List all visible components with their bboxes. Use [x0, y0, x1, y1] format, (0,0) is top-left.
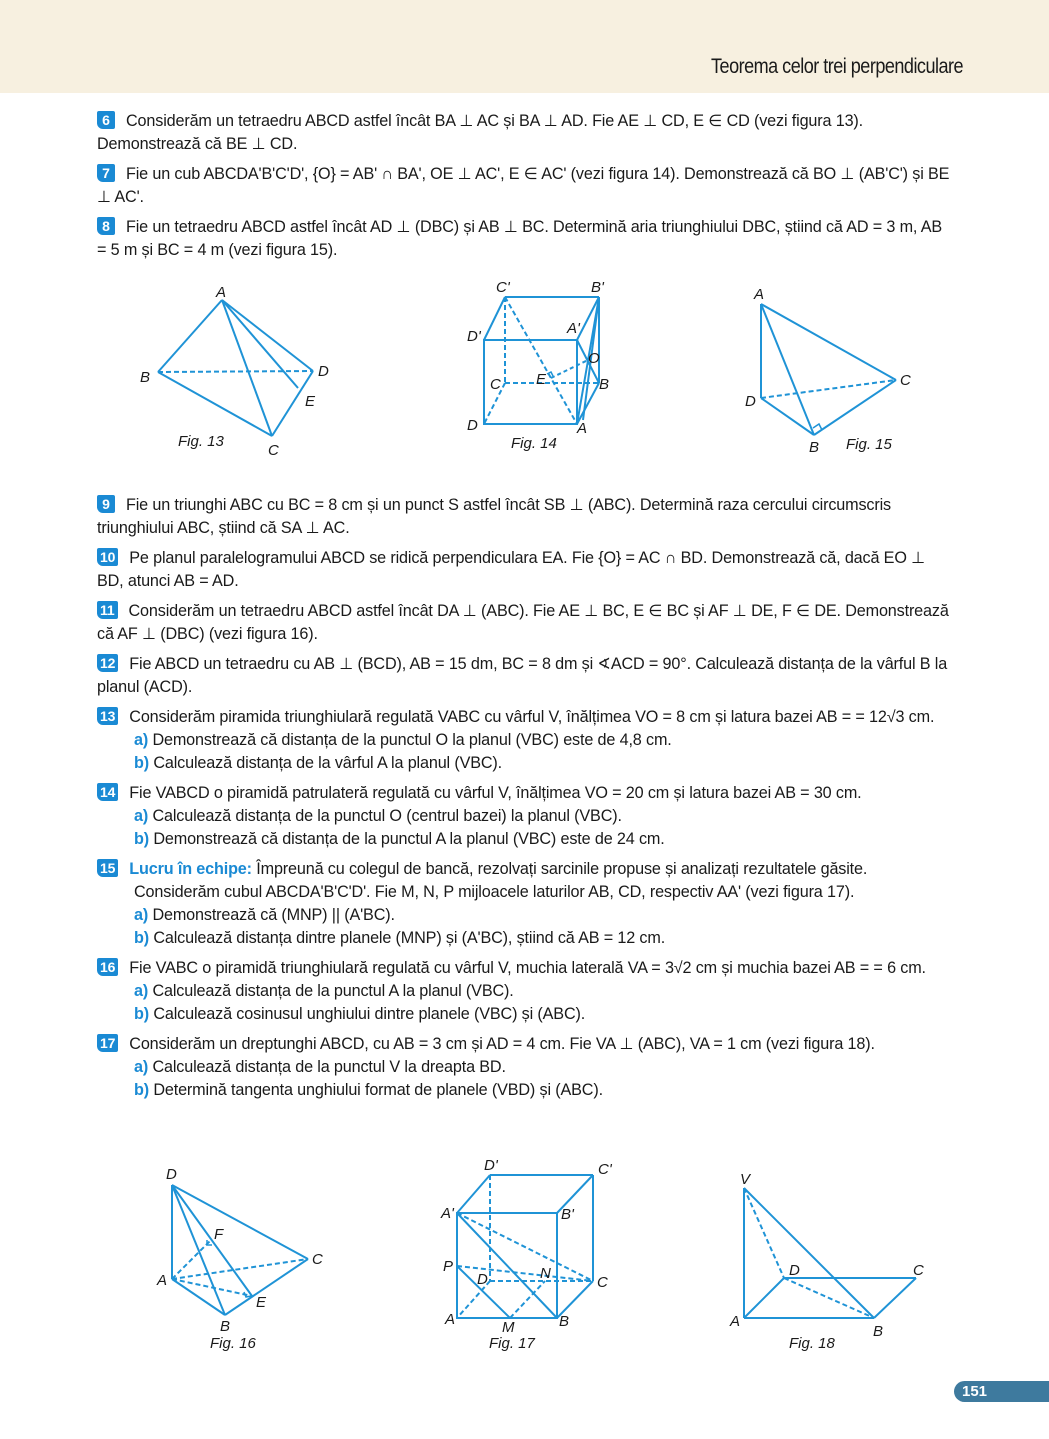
fig14-label-o: O [588, 350, 600, 367]
fig17-label-c: C [597, 1274, 608, 1291]
fig17-caption: Fig. 17 [489, 1335, 535, 1352]
part-text: Calculează distanța de la punctul O (centrul bazei) la planul (VBC). [152, 807, 622, 825]
part-label: a) [134, 1058, 149, 1076]
fig17-label-b1: B' [561, 1206, 574, 1223]
exercise-number: 10 [97, 548, 118, 566]
part-text: Calculează cosinusul unghiului dintre planele (VBC) și (ABC). [153, 1005, 586, 1023]
fig16-label-d: D [166, 1166, 177, 1183]
exercise-6 [97, 110, 955, 156]
fig17-label-a: A [445, 1311, 456, 1328]
exercise-13-part-b [97, 752, 955, 775]
fig17-label-c1: C' [598, 1161, 612, 1178]
exercise-15 [97, 858, 955, 950]
fig14-label-d1: D' [467, 328, 481, 345]
exercise-text: Considerăm piramida triunghiulară regulată VABC cu vârful V, înălțimea VO = 8 cm și latura bazei AB = = 12√3 cm. [129, 708, 935, 726]
part-text: Determină tangenta unghiului format de planele (VBD) și (ABC). [153, 1081, 603, 1099]
exercise-16-part-b [97, 1003, 955, 1026]
fig14-caption: Fig. 14 [511, 435, 557, 452]
part-text: Calculează distanța de la punctul A la planul (VBC). [152, 982, 514, 1000]
part-label: a) [134, 906, 149, 924]
fig15-label-d: D [745, 393, 756, 410]
part-text: Demonstrează că distanța de la punctul A la planul (VBC) este de 24 cm. [153, 830, 665, 848]
fig14-label-c: C [490, 376, 501, 393]
exercise-text: Fie VABCD o piramidă patrulateră regulată cu vârful V, înălțimea VO = 20 cm și latura bazei AB = 30 cm. [129, 784, 862, 802]
part-text: Demonstrează că distanța de la punctul O la planul (VBC) este de 4,8 cm. [152, 731, 672, 749]
fig18-caption: Fig. 18 [789, 1335, 835, 1352]
exercise-number: 11 [97, 601, 118, 619]
fig14-label-a1: A' [567, 320, 580, 337]
exercise-17-part-a [97, 1056, 955, 1079]
exercise-text: Fie VABC o piramidă triunghiulară regulată cu vârful V, muchia laterală VA = 3√2 cm și muchia bazei AB = = 6 cm. [129, 959, 926, 977]
exercise-text-2: Considerăm cubul ABCDA'B'C'D'. Fie M, N, P mijloacele laturilor AB, CD, respectiv AA' (vezi figura 17). [134, 883, 855, 901]
fig18-label-a: A [730, 1313, 741, 1330]
figure-15 [761, 304, 896, 435]
fig13-caption: Fig. 13 [178, 433, 224, 450]
figure-14 [484, 297, 599, 424]
fig13-label-c: C [268, 442, 279, 459]
exercise-17 [97, 1033, 955, 1102]
fig15-caption: Fig. 15 [846, 436, 892, 453]
figure-16 [172, 1185, 308, 1315]
fig17-label-b: B [559, 1313, 570, 1330]
fig17-label-d: D [477, 1271, 488, 1288]
exercise-text: Considerăm un tetraedru ABCD astfel încât DA ⊥ (ABC). Fie AE ⊥ BC, E ∈ BC și AF ⊥ DE, F ∈ DE. Demonstrează că AF ⊥ (DBC) (vezi figura 16). [97, 602, 949, 643]
exercise-15-part-b [97, 927, 955, 950]
fig15-label-a: A [754, 286, 765, 303]
exercise-number: 15 [97, 859, 118, 877]
part-label: b) [134, 1005, 149, 1023]
exercise-text: Fie ABCD un tetraedru cu AB ⊥ (BCD), AB = 15 dm, BC = 8 dm și ∢ACD = 90°. Calculează distanța de la vârful B la planul (ACD). [97, 655, 948, 696]
fig17-label-n: N [540, 1265, 551, 1282]
exercise-number: 17 [97, 1034, 118, 1052]
part-label: b) [134, 929, 149, 947]
part-label: b) [134, 1081, 149, 1099]
exercise-14-part-b [97, 828, 955, 851]
exercise-text: Fie un tetraedru ABCD astfel încât AD ⊥ (DBC) și AB ⊥ BC. Determină aria triunghiului DBC, știind că AD = 3 m, AB = 5 m și BC = 4 m (vezi figura 15). [97, 218, 943, 259]
fig16-label-b: B [220, 1318, 231, 1335]
fig14-label-c1: C' [496, 279, 510, 296]
fig16-label-a: A [157, 1272, 168, 1289]
exercise-9 [97, 494, 955, 540]
fig18-label-v: V [740, 1171, 751, 1188]
part-text: Calculează distanța de la punctul V la dreapta BD. [152, 1058, 506, 1076]
fig16-label-f: F [214, 1226, 224, 1243]
exercise-number: 7 [97, 164, 115, 182]
exercise-text: Considerăm un tetraedru ABCD astfel încât BA ⊥ AC și BA ⊥ AD. Fie AE ⊥ CD, E ∈ CD (vezi figura 13). Demonstrează că BE ⊥ CD. [97, 112, 864, 153]
fig14-label-b: B [599, 376, 610, 393]
part-label: b) [134, 830, 149, 848]
part-label: a) [134, 731, 149, 749]
exercise-number: 8 [97, 217, 115, 235]
page-header [0, 0, 1049, 93]
exercise-number: 13 [97, 707, 118, 725]
fig16-caption: Fig. 16 [210, 1335, 256, 1352]
exercise-13 [97, 706, 955, 775]
fig13-label-b: B [140, 369, 151, 386]
fig13-label-d: D [318, 363, 329, 380]
page-number: 151 [954, 1381, 1049, 1402]
figure-13 [158, 300, 313, 436]
exercise-number: 16 [97, 958, 118, 976]
fig17-label-p: P [443, 1258, 454, 1275]
exercise-group-2 [97, 494, 955, 1109]
exercise-number: 6 [97, 111, 115, 129]
exercise-7 [97, 163, 955, 209]
part-label: b) [134, 754, 149, 772]
fig14-label-e: E [536, 371, 547, 388]
team-work-label: Lucru în echipe: [129, 860, 252, 878]
fig13-label-a: A [216, 284, 227, 301]
fig13-label-e: E [305, 393, 316, 410]
part-text: Calculează distanța de la vârful A la planul (VBC). [153, 754, 503, 772]
part-label: a) [134, 982, 149, 1000]
fig18-label-d: D [789, 1262, 800, 1279]
figure-row-bottom [0, 1150, 1049, 1360]
exercise-10 [97, 547, 955, 593]
fig16-label-e: E [256, 1294, 267, 1311]
figure-17 [457, 1175, 593, 1318]
exercise-17-part-b [97, 1079, 955, 1102]
fig17-label-d1: D' [484, 1157, 498, 1174]
fig15-label-c: C [900, 372, 911, 389]
exercise-15-part-a [97, 904, 955, 927]
exercise-number: 12 [97, 654, 118, 672]
fig16-label-c: C [312, 1251, 323, 1268]
exercise-number: 14 [97, 783, 118, 801]
exercise-text: Împreună cu colegul de bancă, rezolvați sarcinile propuse și analizați rezultatele găsite. [256, 860, 868, 878]
fig14-label-a: A [577, 420, 588, 437]
part-text: Calculează distanța dintre planele (MNP) și (A'BC), știind că AB = 12 cm. [153, 929, 666, 947]
exercise-12 [97, 653, 955, 699]
chapter-title: Teorema celor trei perpendiculare [710, 55, 963, 78]
exercise-11 [97, 600, 955, 646]
exercise-16-part-a [97, 980, 955, 1003]
exercise-group-1 [97, 110, 955, 269]
exercise-16 [97, 957, 955, 1026]
exercise-text: Fie un triunghi ABC cu BC = 8 cm și un punct S astfel încât SB ⊥ (ABC). Determină raza cercului circumscris triunghiului ABC, știind că SA ⊥ AC. [97, 496, 891, 537]
exercise-14-part-a [97, 805, 955, 828]
fig15-label-b: B [809, 439, 820, 456]
exercise-text: Fie un cub ABCDA'B'C'D', {O} = AB' ∩ BA', OE ⊥ AC', E ∈ AC' (vezi figura 14). Demonstrează că BO ⊥ (AB'C') și BE ⊥ AC'. [97, 165, 950, 206]
fig14-label-d: D [467, 417, 478, 434]
exercise-text: Considerăm un dreptunghi ABCD, cu AB = 3 cm și AD = 4 cm. Fie VA ⊥ (ABC), VA = 1 cm (vezi figura 18). [129, 1035, 875, 1053]
figure-18 [744, 1188, 916, 1318]
part-text: Demonstrează că (MNP) || (A'BC). [152, 906, 395, 924]
exercise-number: 9 [97, 495, 115, 513]
fig14-label-b1: B' [591, 279, 604, 296]
exercise-14 [97, 782, 955, 851]
fig17-label-m: M [502, 1319, 515, 1336]
fig18-label-c: C [913, 1262, 924, 1279]
fig17-label-a1: A' [441, 1205, 454, 1222]
fig18-label-b: B [873, 1323, 884, 1340]
figure-row-top [0, 270, 1049, 470]
exercise-13-part-a [97, 729, 955, 752]
exercise-8 [97, 216, 955, 262]
part-label: a) [134, 807, 149, 825]
exercise-text: Pe planul paralelogramului ABCD se ridică perpendiculara EA. Fie {O} = AC ∩ BD. Demonstrează că, dacă EO ⊥ BD, atunci AB = AD. [97, 549, 926, 590]
